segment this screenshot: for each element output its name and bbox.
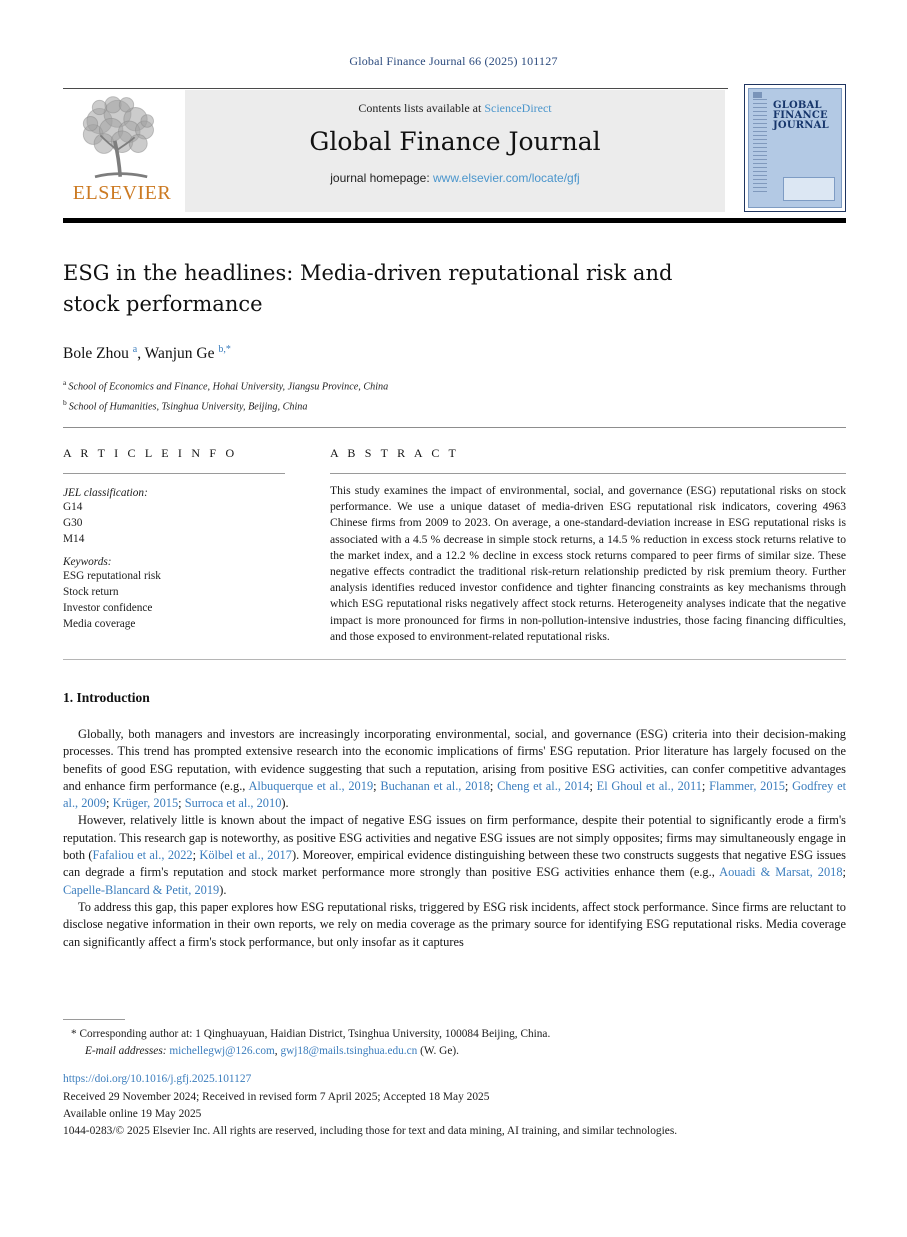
cover-title: GLOBAL FINANCE JOURNAL: [773, 100, 829, 131]
available-online-line: Available online 19 May 2025: [63, 1107, 202, 1120]
text-segment: , Wanjun Ge: [137, 345, 219, 363]
affiliation-b-marker: b: [63, 398, 67, 408]
text-segment: ).: [219, 882, 227, 897]
article-info-heading: A R T I C L E I N F O: [63, 446, 238, 460]
contents-text: Contents lists available at: [358, 101, 485, 115]
text-segment: ).: [281, 796, 289, 811]
text-segment: ;: [178, 796, 185, 811]
citation-link[interactable]: Capelle-Blancard & Petit, 2019: [63, 882, 220, 897]
abstract-text: This study examines the impact of environmental, social, and governance (ESG) reputational risks on stock performance. We use a unique dataset of media-driven ESG reputational risk indicators, covering 4963 Chinese firms from 2009 to 2023. On average, a one-standard-deviation increase in ESG reputational risks is associated with a 4.5 % decrease in simple stock returns, a 14.5 % reduction in excess stock returns relative to the market index, and a 12.2 % decline in excess stock returns compared to peer firms of similar size. These negative effects contradict the traditional risk-return relationship predicted by risk premium theory. Further analysis identifies reduced investor confidence and tighter financing constraints as key mechanisms through which ESG reputational risks negatively affect stock returns. Heterogeneity analyses indicate that the negative impact is more pronounced for firms in non-pollution-intensive industries, those facing financing difficulties, and those exposed to environment-related reputational risks.: [330, 484, 846, 643]
citation-link[interactable]: Cheng et al., 2014: [497, 778, 590, 793]
cover-contents-lines: [773, 137, 833, 175]
masthead-divider-bar: [63, 218, 846, 223]
text-segment: ). Moreover, empirical evidence distinguishing between these two constructs suggests that negative ESG issues can degrade a firm's reputation and stock market performance more strongly than positive ESG activities enhance them (e.g.,: [63, 848, 846, 880]
email-link[interactable]: michellegwj@126.com: [169, 1044, 275, 1057]
masthead-box: [185, 90, 725, 212]
author-affiliation-marker[interactable]: b,*: [218, 344, 231, 355]
text-segment: Globally, both managers and investors are increasingly incorporating environmental, social, and governance (ESG) criteria into their decision-making processes. This trend has prompted extensive research into the economic implications of firms' ESG reputation. Prior literature has largely focused on the benefits of good ESG reputation, with evidence suggesting that such a reputation, arising from positive ESG activities, can confer competitive advantages and enhance firm performance (e.g.,: [63, 727, 846, 793]
contents-line: [185, 90, 725, 116]
keyword-item: ESG reputational risk: [63, 570, 161, 582]
citation-link[interactable]: El Ghoul et al., 2011: [596, 778, 702, 793]
author-line: [63, 344, 231, 363]
text-segment: Bole Zhou: [63, 345, 133, 363]
email-link[interactable]: gwj18@mails.tsinghua.edu.cn: [280, 1044, 418, 1057]
section-heading-introduction: 1. Introduction: [63, 690, 150, 705]
text-segment: ;: [192, 848, 200, 863]
journal-citation-header: Global Finance Journal 66 (2025) 101127: [349, 54, 558, 68]
text-segment: ,: [274, 1044, 281, 1057]
copyright-line: 1044-0283/© 2025 Elsevier Inc. All rights are reserved, including those for text and data mining, AI training, and similar technologies.: [63, 1124, 678, 1137]
abstract-column: [330, 446, 846, 645]
elsevier-tree-icon: [67, 94, 177, 184]
citation-link[interactable]: Aouadi & Marsat, 2018: [719, 865, 843, 880]
abstract-heading: A B S T R A C T: [330, 446, 460, 460]
keyword-item: Media coverage: [63, 618, 136, 630]
intro-paragraph-1: [63, 726, 846, 812]
homepage-line: [185, 171, 725, 185]
article-footer: [63, 1071, 846, 1140]
affiliation-a: [63, 375, 388, 395]
intro-paragraph-2: [63, 812, 846, 898]
intro-paragraph-3: [63, 899, 846, 951]
text-segment: ;: [701, 778, 710, 793]
keyword-item: Stock return: [63, 586, 119, 598]
text-segment: However, relatively little is known about the impact of negative ESG issues on firm performance, despite their potential to significantly erode a firm's reputation. This research gap is noteworthy, as positive ESG activities and negative ESG issues are not simply opposites; firms may simultaneously engage in both (: [63, 813, 846, 863]
cover-publisher-mark: [753, 92, 762, 98]
footnote-divider: [63, 1019, 125, 1020]
text-segment: ;: [784, 778, 793, 793]
citation-link[interactable]: Flammer, 2015: [709, 778, 785, 793]
doi-link[interactable]: https://doi.org/10.1016/j.gfj.2025.101127: [63, 1073, 252, 1085]
jel-item: M14: [63, 533, 85, 545]
citation-link[interactable]: Buchanan et al., 2018: [380, 778, 490, 793]
author-affiliation-marker[interactable]: a: [132, 344, 138, 355]
elsevier-wordmark: ELSEVIER: [72, 182, 172, 204]
abstract-rule: [330, 473, 846, 474]
jel-item: G30: [63, 517, 83, 529]
jel-item: G14: [63, 501, 83, 513]
text-segment: ;: [842, 865, 846, 880]
sciencedirect-link[interactable]: ScienceDirect: [484, 101, 552, 115]
cover-lower-panel: [783, 177, 835, 201]
info-section-top-rule: [63, 427, 846, 428]
citation-link[interactable]: Surroca et al., 2010: [184, 796, 282, 811]
introduction-body: [63, 726, 846, 951]
homepage-text: journal homepage:: [330, 171, 433, 185]
corresponding-author-note: [63, 1026, 846, 1043]
info-section-bottom-rule: [63, 659, 846, 660]
text-segment: ;: [373, 778, 381, 793]
received-line: Received 29 November 2024; Received in revised form 7 April 2025; Accepted 18 May 2025: [63, 1090, 490, 1103]
affiliation-a-marker: a: [63, 378, 67, 387]
homepage-link[interactable]: www.elsevier.com/locate/gfj: [433, 171, 580, 185]
jel-label: JEL classification:: [63, 487, 148, 499]
citation-link[interactable]: Albuquerque et al., 2019: [248, 778, 374, 793]
citation-link[interactable]: Godfrey et al., 2009: [63, 778, 847, 811]
journal-title: Global Finance Journal: [309, 127, 601, 156]
affiliation-b: [63, 395, 388, 415]
text-segment: To address this gap, this paper explores how ESG reputational risks, triggered by ESG risk incidents, affect stock performance. Since firms are reluctant to disclose negative information in their own reports, we rely on media coverage as the primary source for identifying ESG reputational risks. Media coverage can significantly affect a firm's stock performance, but only insofar as it captures: [63, 899, 846, 949]
citation-link[interactable]: Fafaliou et al., 2022: [92, 848, 193, 863]
affiliations: [63, 375, 388, 416]
text-segment: (W. Ge).: [417, 1044, 459, 1057]
citation-link[interactable]: Krüger, 2015: [112, 796, 179, 811]
text-segment: ;: [589, 778, 597, 793]
text-segment: ;: [489, 778, 498, 793]
text-segment: * Corresponding author at: 1 Qinghuayuan, Haidian District, Tsinghua University, 100084 Beijing, China.: [71, 1028, 551, 1040]
article-info-column: [63, 446, 288, 632]
masthead-top-rule: [63, 88, 728, 89]
keyword-item: Investor confidence: [63, 602, 153, 614]
elsevier-logo[interactable]: [62, 94, 182, 212]
journal-cover-art: [748, 88, 842, 208]
text-segment: ;: [106, 796, 113, 811]
cover-spine-text: [753, 99, 767, 195]
citation-link[interactable]: Kölbel et al., 2017: [199, 848, 292, 863]
emphasized-text: E-mail addresses:: [85, 1044, 167, 1057]
article-title: ESG in the headlines: Media-driven reputational risk and stock performance: [63, 261, 673, 316]
keywords-label: Keywords:: [63, 556, 112, 568]
journal-cover-thumbnail[interactable]: [744, 84, 846, 212]
affiliation-b-text: School of Humanities, Tsinghua University, Beijing, China: [68, 401, 308, 413]
article-info-rule: [63, 473, 285, 474]
email-line: [63, 1043, 846, 1060]
affiliation-a-text: School of Economics and Finance, Hohai University, Jiangsu Province, China: [68, 381, 389, 393]
footnotes: [63, 1026, 846, 1059]
